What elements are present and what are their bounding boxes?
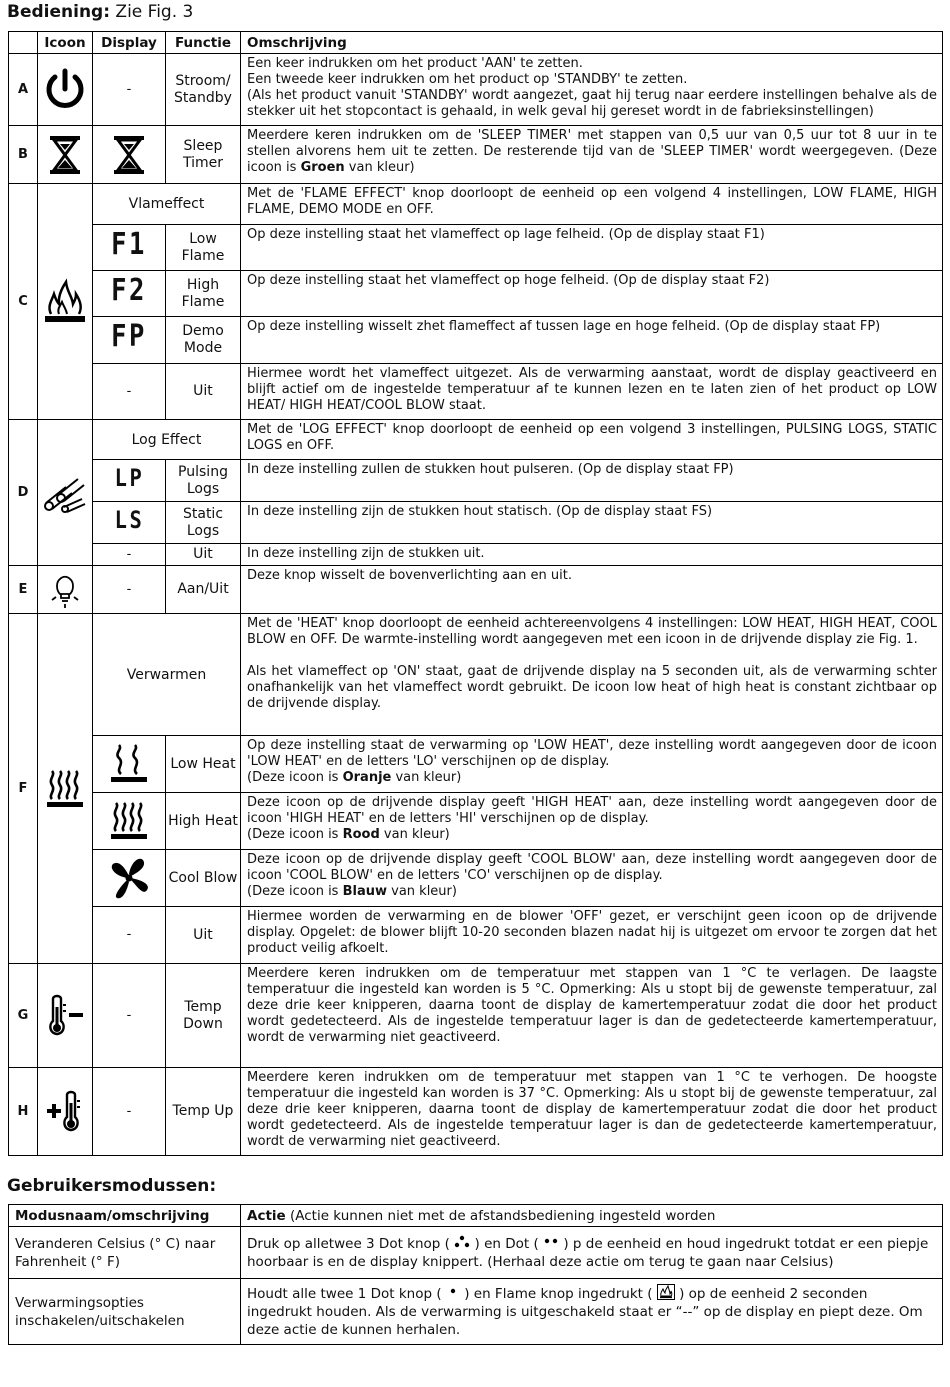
row-f-off: - Uit Hiermee worden de verwarming en de blower 'OFF' gezet, er verschijnt geen icoon op de drijvende display. Opgelet: de blower blijft 10-20 seconden blazen nadat hij is uitgezet om ervoor te zorgen dat het product veilig afkoelt.: [9, 907, 943, 964]
row-f-cool-blow: Cool Blow Deze icoon op de drijvende display geeft 'COOL BLOW' aan, deze instelling wordt aangegeven door de icoon 'COOL BLOW' en de letters 'CO' verschijnen op de display. (Deze icoon is Blauw van kleur): [9, 850, 943, 907]
row-h: H - Temp Up Meerdere keren indrukken om de temperatuur met stappen van 1 °C te verhogen. De hoogste temperatuur die ingesteld kan worden is 37 °C. Opmerking: Als u stopt bij de gewenste temperatuur, zal deze drie keer knipperen, daarna toont de display de kamertemperatuur zodat die door het product wordt gedetecteerd. Als de ingestelde temperatuur lager is dan de gedetecteerde kamertemperatuur, wordt de verwarming niet geactiveerd.: [9, 1068, 943, 1156]
row-d-header: D Log Effect Met de 'LOG EFFECT' knop doorloopt de eenheid op een volgend 3 instellingen, PULSING LOGS, STATIC LOGS en OFF.: [9, 420, 943, 460]
row-c-off: - Uit Hiermee wordt het vlameffect uitgezet. Als de verwarming aanstaat, wordt de display geactiveerd en blijft actief om de ingestelde temperatuur af te kunnen lezen en te laten zien of het product op LOW HEAT/ HIGH HEAT/COOL BLOW staat.: [9, 364, 943, 420]
col-description: Omschrijving: [241, 32, 943, 54]
high-heat-icon: [93, 793, 166, 850]
row-f-high-heat: High Heat Deze icoon op de drijvende display geeft 'HIGH HEAT' aan, deze instelling wordt aangegeven door de icoon 'HIGH HEAT' en de letters 'HI' verschijnen op de display. (Deze icoon is Rood van kleur): [9, 793, 943, 850]
power-icon: [38, 54, 93, 126]
logs-icon: [38, 420, 93, 566]
hourglass-display-icon: [93, 126, 166, 184]
heat-icon: [38, 614, 93, 964]
row-c-header: C Vlameffect Met de 'FLAME EFFECT' knop doorloopt de eenheid op een volgend 4 instellingen, LOW FLAME, HIGH FLAME, DEMO MODE en OFF.: [9, 184, 943, 225]
row-f-header: F Verwarmen Met de 'HEAT' knop doorloopt de eenheid achtereenvolgens 4 instellingen: LOW HEAT, HIGH HEAT, COOL BLOW en OFF. De warmte-instelling wordt aangegeven met een icoon in de drijvende display zie Fig. 1. Als het vlameffect op 'ON' staat, gaat de drijvende display na 5 seconden uit, als de verwarming schter onafhankelijk van het vlameffect wordt gebruikt. De icoon low heat of high heat is constant zichtbaar op de drijvende display.: [9, 614, 943, 736]
row-d-pulsing: LP Pulsing Logs In deze instelling zullen de stukken hout pulseren. (Op de display staat FP): [9, 460, 943, 502]
row-e: E - Aan/Uit Deze knop wisselt de bovenverlichting aan en uit.: [9, 566, 943, 614]
mode-row-celsius: Veranderen Celsius (° C) naar Fahrenheit (° F) Druk op alletwee 3 Dot knop ( ) en Dot ( ) p de eenheid en houd ingedrukt totdat er een piepje hoorbaar is en de display knippert. (Herhaal deze actie om terug te gaan naar Celsius): [9, 1227, 943, 1279]
modes-heading: Gebruikersmodussen:: [7, 1176, 217, 1196]
mode-row-heating: Verwarmingsopties inschakelen/uitschakelen Houdt alle twee 1 Dot knop ( ) en Flame knop ingedrukt ( ) op de eenheid 2 seconden ingedrukt houden. Als de verwarming is uitgeschakeld staat er “--” op de display en piept deze. Om deze actie de kunnen herhalen.: [9, 1279, 943, 1345]
user-modes-table: [8, 1204, 943, 1345]
row-b: B Sleep Timer Meerdere keren indrukken om de 'SLEEP TIMER' met stappen van 0,5 uur van 0,5 uur tot 8 uur in te stellen alvorens hem uit te zetten. De resterende tijd van de 'SLEEP TIMER' wordt weergegeven. (Deze icoon is Groen van kleur): [9, 126, 943, 184]
modes-header-row: Modusnaam/omschrijving Actie (Actie kunnen niet met de afstandsbediening ingesteld worden: [9, 1205, 943, 1227]
row-g: G - Temp Down Meerdere keren indrukken om de temperatuur met stappen van 1 °C te verlagen. De laagste temperatuur die ingesteld kan worden is 5 °C. Opmerking: Als u stopt bij de gewenste temperatuur, zal deze drie keer knipperen, daarna toont de display de kamertemperatuur zodat die door het product wordt gedetecteerd. Als de ingestelde temperatuur lager is dan de gedetecteerde kamertemperatuur, wordt de verwarming niet geactiveerd.: [9, 964, 943, 1068]
three-dot-icon: [454, 1235, 470, 1249]
section-heading: Bediening: Zie Fig. 3: [7, 2, 194, 22]
flame-button-icon: [657, 1284, 675, 1300]
light-bulb-icon: [38, 566, 93, 614]
row-f-low-heat: Low Heat Op deze instelling staat de verwarming op 'LOW HEAT', deze instelling wordt aangegeven door de icoon 'LOW HEAT' en de letters 'LO' verschijnen op de display. (Deze icoon is Oranje van kleur): [9, 736, 943, 793]
temp-up-icon: [38, 1068, 93, 1156]
flame-icon: [38, 184, 93, 420]
row-c-low-flame: F1 Low Flame Op deze instelling staat het vlameffect op lage felheid. (Op de display staat F1): [9, 225, 943, 271]
low-heat-icon: [93, 736, 166, 793]
row-d-static: LS Static Logs In deze instelling zijn de stukken hout statisch. (Op de display staat FS): [9, 502, 943, 544]
temp-down-icon: [38, 964, 93, 1068]
row-c-demo-mode: FP Demo Mode Op deze instelling wisselt zhet flameffect af tussen lage en hoge felheid. (Op de display staat FP): [9, 317, 943, 364]
hourglass-icon: [38, 126, 93, 184]
one-dot-icon: [446, 1287, 460, 1297]
row-c-high-flame: F2 High Flame Op deze instelling staat het vlameffect op hoge felheid. (Op de display staat F2): [9, 271, 943, 317]
col-function: Functie: [166, 32, 241, 54]
row-a: A - Stroom/ Standby Een keer indrukken om het product 'AAN' te zetten. Een tweede keer indrukken om het product op 'STANDBY' te zetten. (Als het product vanuit 'STANDBY' wordt aangezet, gaat hij terug naar eerdere instellingen behalve als de stekker uit het stopcontact is gehaald, in welk geval hij gereset wordt in de fabrieksinstellingen): [9, 54, 943, 126]
table-header-row: [9, 32, 943, 54]
col-icon: Icoon: [38, 32, 93, 54]
row-d-off: - Uit In deze instelling zijn de stukken uit.: [9, 544, 943, 566]
controls-table: [8, 31, 943, 1156]
fan-icon: [93, 850, 166, 907]
two-dot-icon: [543, 1237, 559, 1247]
col-display: Display: [93, 32, 166, 54]
